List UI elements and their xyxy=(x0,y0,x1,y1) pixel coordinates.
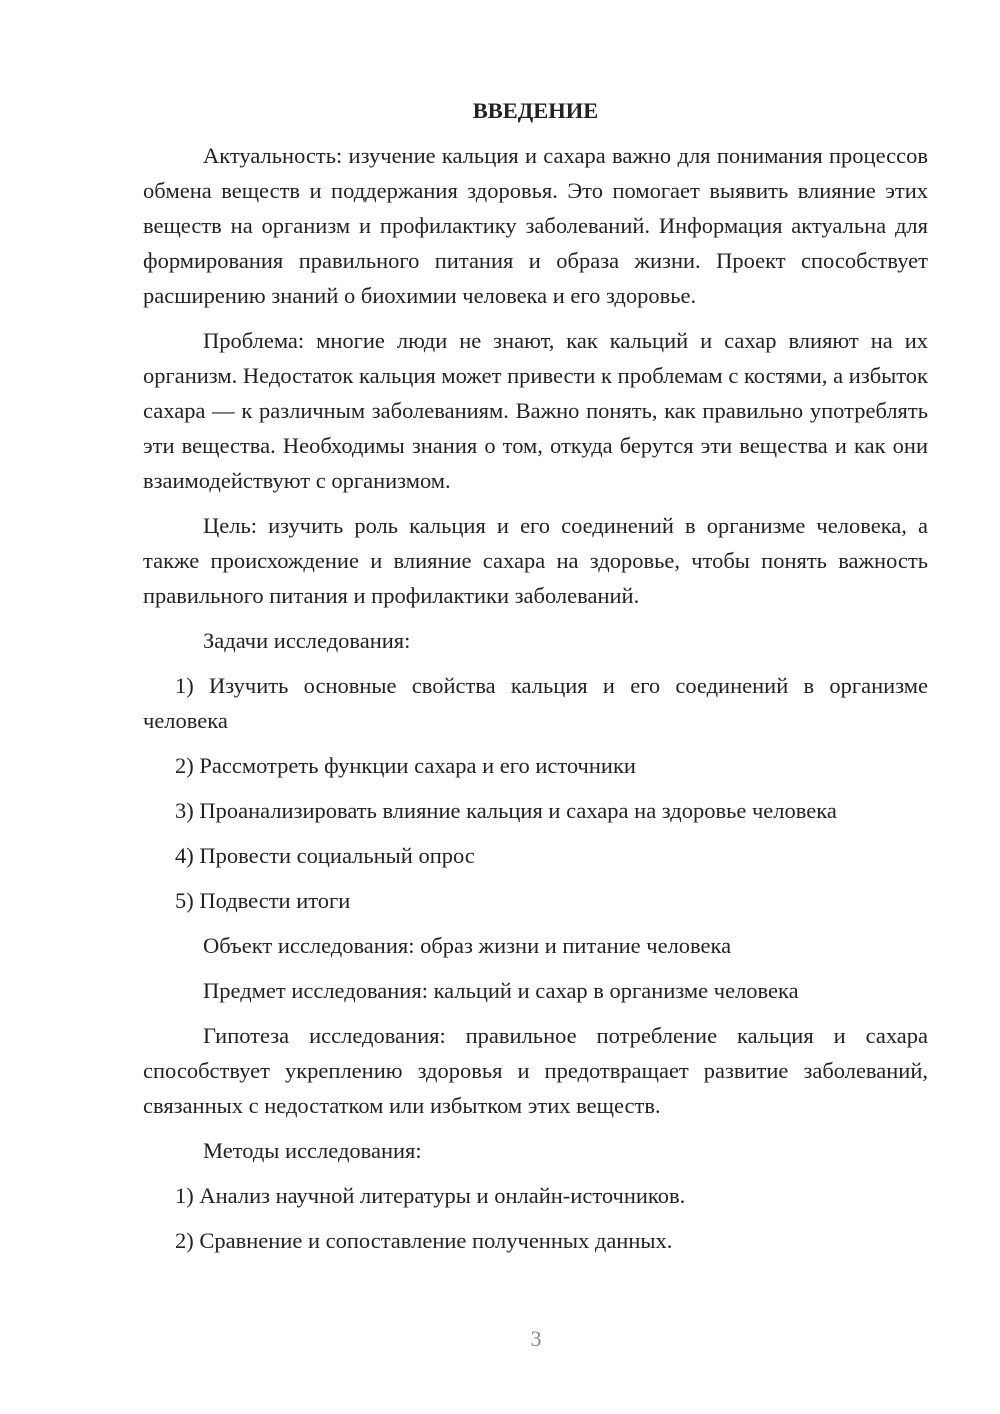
relevance-paragraph: Актуальность: изучение кальция и сахара важно для понимания процессов обмена веществ и поддержания здоровья. Это помогает выявить влияние этих веществ на организм и профилактику заболеваний. Информация актуальна для формирования правильного питания и образа жизни. Проект способствует расширению знаний о биохимии человека и его здоровье. xyxy=(143,143,928,308)
goal-paragraph: Цель: изучить роль кальция и его соединений в организме человека, а также происхождение и влияние сахара на здоровье, чтобы понять важность правильного питания и профилактики заболеваний. xyxy=(143,513,928,608)
page-number: 3 xyxy=(530,1326,542,1351)
task-item-3: 3) Проанализировать влияние кальция и сахара на здоровье человека xyxy=(175,798,837,823)
task-item-4: 4) Провести социальный опрос xyxy=(175,843,475,868)
document-title: ВВЕДЕНИЕ xyxy=(472,98,599,123)
problem-paragraph: Проблема: многие люди не знают, как кальций и сахар влияют на их организм. Недостаток кальция может привести к проблемам с костями, а избыток сахара — к различным заболеваниям. Важно понять, как правильно употреблять эти вещества. Необходимы знания о том, откуда берутся эти вещества и как они взаимодействуют с организмом. xyxy=(143,328,928,493)
method-item-1: 1) Анализ научной литературы и онлайн-источников. xyxy=(175,1183,686,1208)
method-item-2: 2) Сравнение и сопоставление полученных данных. xyxy=(175,1228,673,1253)
document-page xyxy=(143,94,928,1268)
hypothesis-paragraph: Гипотеза исследования: правильное потребление кальция и сахара способствует укреплению здоровья и предотвращает развитие заболеваний, связанных с недостатком или избытком этих веществ. xyxy=(143,1023,928,1118)
object-paragraph: Объект исследования: образ жизни и питание человека xyxy=(203,933,732,958)
task-item-2: 2) Рассмотреть функции сахара и его источники xyxy=(175,753,636,778)
subject-paragraph: Предмет исследования: кальций и сахар в организме человека xyxy=(203,978,799,1003)
tasks-heading: Задачи исследования: xyxy=(203,628,411,653)
task-item-1: 1) Изучить основные свойства кальция и его соединений в организме человека xyxy=(143,673,928,733)
task-item-5: 5) Подвести итоги xyxy=(175,888,351,913)
methods-heading: Методы исследования: xyxy=(203,1138,422,1163)
